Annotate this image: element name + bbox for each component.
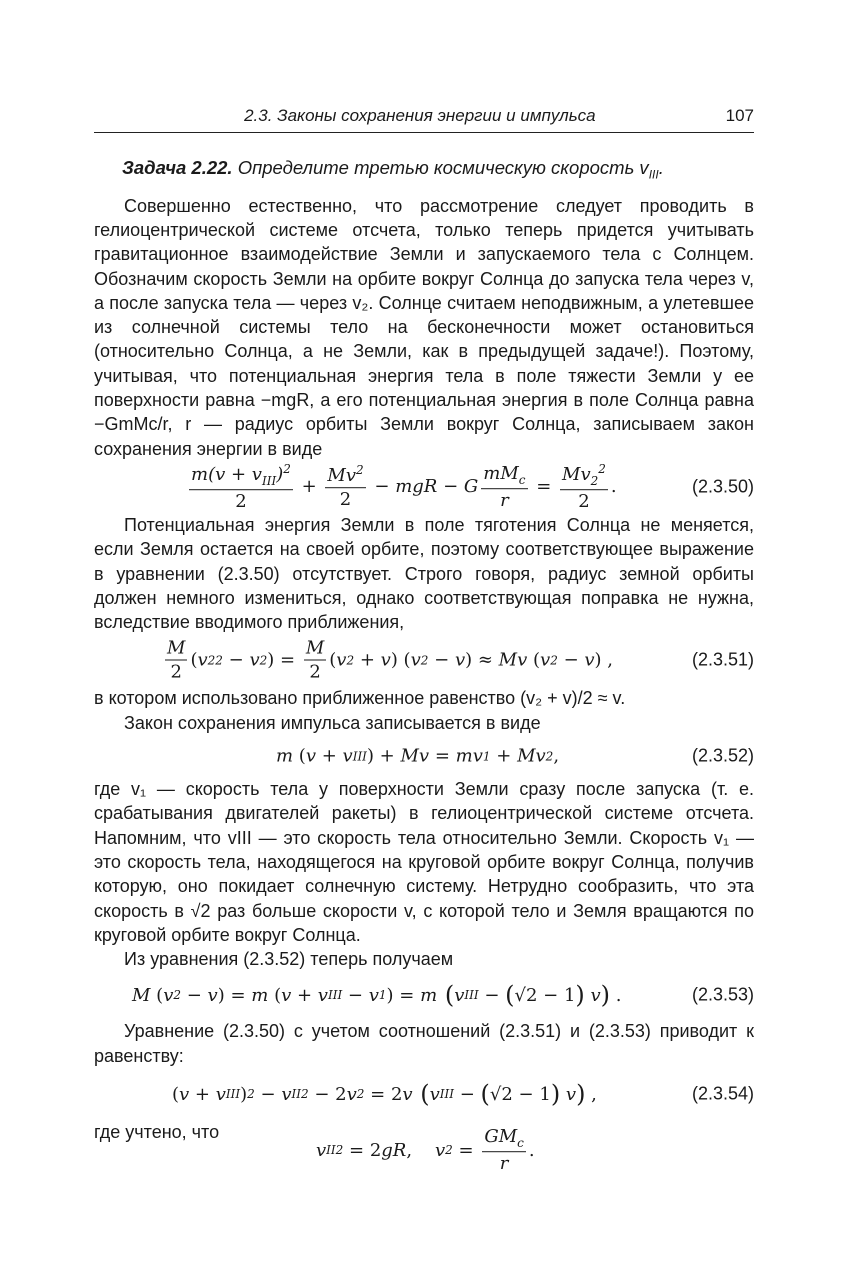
task-label: Задача 2.22. (122, 157, 233, 178)
task-statement: Определите третью космическую скорость v (237, 157, 649, 178)
paragraph-6: Из уравнения (2.3.52) теперь получаем (124, 949, 454, 970)
equation-2-3-52: m ( v + v III ) + Mv = mv 1 + Mv 2 , (2.3.52) (276, 745, 754, 767)
equation-number-51: (2.3.51) (691, 649, 754, 670)
paragraph-7: Уравнение (2.3.50) с учетом соотношений (2.3.51) и (2.3.53) приводит к равенству: (94, 1021, 754, 1066)
paragraph-4: Закон сохранения импульса записывается в виде (124, 712, 541, 733)
equation-number-53: (2.3.53) (691, 984, 754, 1005)
equation-2-3-54: ( v + v III ) 2 − v II 2 − 2 v 2 = 2 v ( v III − ( √2 − 1 ) v ) , (2.3.54) (172, 1080, 754, 1108)
equation-2-3-50: $\frac{m(v + v_{III})^2}{2}$ + $\frac{Mv^2}{2}$ − mgR − G $\frac{mM_c}{r}$ = $\frac{Mv_2^2}{2}$ . (2.3.50) (191, 462, 754, 512)
paragraph-8: где учтено, что (94, 1122, 220, 1142)
book-page (94, 100, 754, 1175)
running-header (94, 100, 754, 133)
equation-number-54: (2.3.54) (691, 1083, 754, 1104)
equation-2-3-51: $\frac{M}{2}$ ( v 2 2 − v 2 ) = $\frac{M}{2}$ ( v 2 + v ) ( v 2 − v ) ≈ Mv ( v 2 − v ) , (2.3.51) (167, 637, 754, 683)
task-statement-sub: III (648, 167, 659, 182)
equation-unnumbered: v II 2 = 2 gR , v 2 = $\frac{GM_c}{r}$ . (316, 1126, 535, 1175)
equation-number-52: (2.3.52) (691, 745, 754, 766)
paragraph-1: Совершенно естественно, что рассмотрение следует проводить в гелиоцентрической системе отсчета, только теперь придется учитывать гравитационное взаимодействие Земли и запускаемого тела с Солнцем. Обозначим скорость Земли на орбите вокруг Солнца до запуска тела через v, а после запуска тела — через v₂. Солнце считаем неподвижным, а улетевшее из солнечной системы тело на бесконечности может остановиться (относительно Солнца, а не Земли, как в предыдущей задаче!). Поэтому, учитывая, что потенциальная энергия тела в поле тяжести Земли у ее поверхности равна −mgR, а его потенциальная энергия в поле Солнца равна −GmMc/r, r — радиус орбиты Земли вокруг Солнца, записываем закон сохранения энергии в виде (94, 195, 754, 459)
paragraph-3: в котором использовано приближенное равенство (v₂ + v)/2 ≈ v. (94, 688, 626, 709)
page-number: 107 (725, 106, 754, 125)
equation-number-50: (2.3.50) (691, 476, 754, 497)
task-heading: Задача 2.22. Определите третью космическую скорость $v_{III}$. (122, 157, 664, 182)
equation-2-3-53: M ( v 2 − v ) = m ( v + v III − v 1 ) = m ( v III − ( √2 − 1 ) v ) . (2.3.53) (132, 981, 754, 1010)
paragraph-5: где v₁ — скорость тела у поверхности Земли сразу после запуска (т. е. срабатывания двигателей ракеты) в гелиоцентрической системе отсчета. Напомним, что vIII — это скорость тела относительно Земли. Скорость v₁ — это скорость тела, находящегося на круговой орбите вокруг Солнца, получив которую, оно покидает солнечную систему. Нетрудно сообразить, что эта скорость в √2 раз больше скорости v, с которой тело и Земля вращаются по круговой орбите вокруг Солнца. (94, 779, 754, 945)
paragraph-2: Потенциальная энергия Земли в поле тяготения Солнца не меняется, если Земля остается на своей орбите, поэтому соответствующее выражение в уравнении (2.3.50) отсутствует. Строго говоря, радиус земной орбиты должен немного измениться, однако соответствующая поправка не нужна, вследствие вводимого приближения, (94, 514, 754, 633)
running-title: 2.3. Законы сохранения энергии и импульса (244, 106, 596, 125)
